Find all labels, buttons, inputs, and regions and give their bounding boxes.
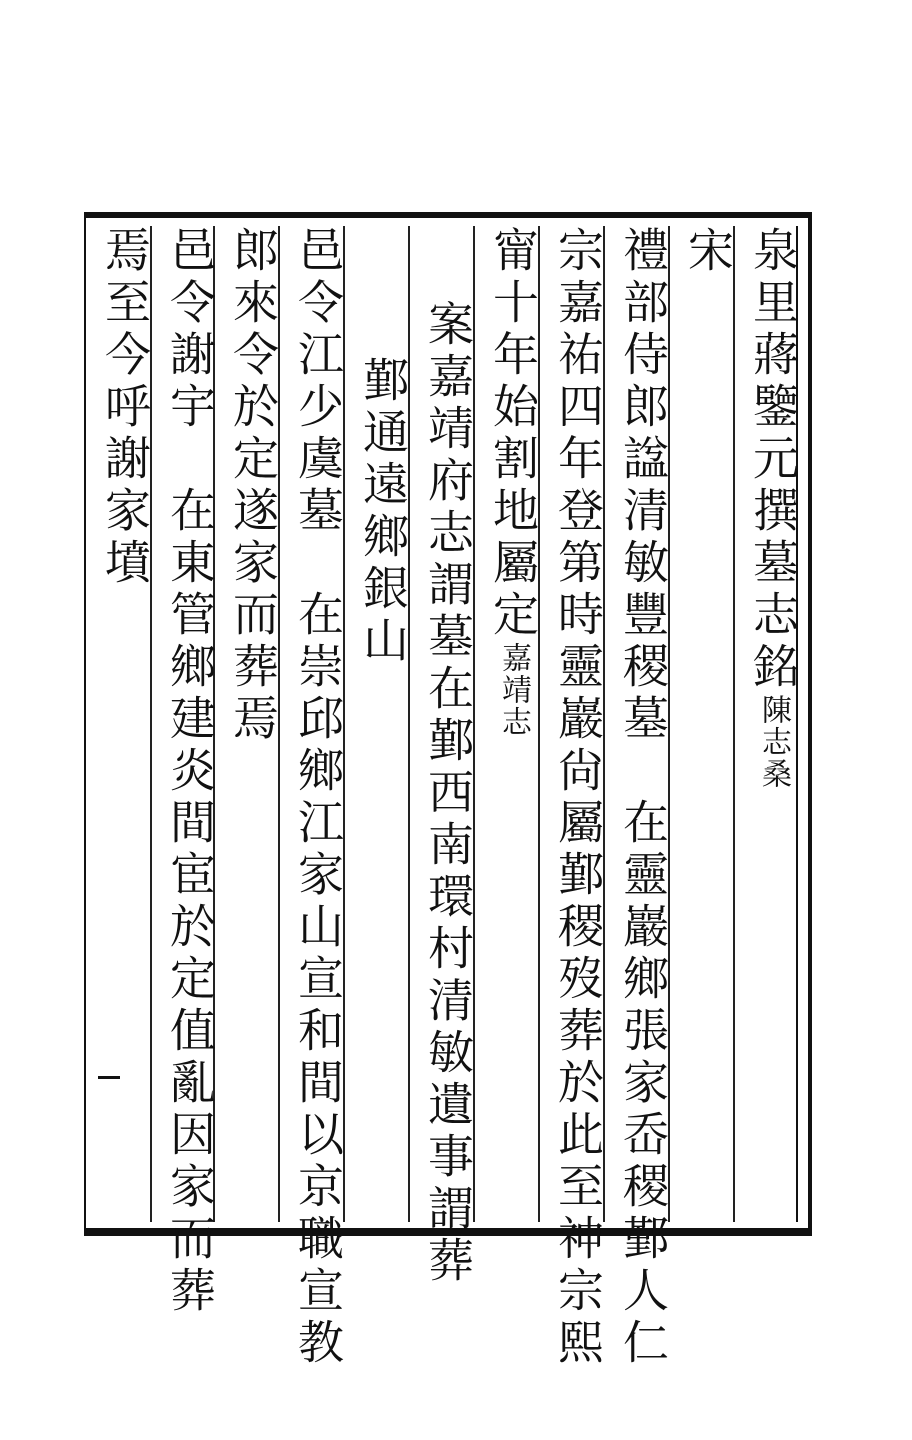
dynasty-heading: 宋 xyxy=(681,226,735,278)
title-note: 陳志桑 xyxy=(756,694,791,790)
column-text: 宗嘉祐四年登第時靈巖尙屬鄞稷歿葬於此至神宗熙 xyxy=(551,226,605,1370)
column-text: 禮部侍郎諡清敏豐稷墓 在靈巖鄉張家岙稷鄞人仁 xyxy=(616,226,670,1370)
column-text: 郎來令於定遂家而葬焉 xyxy=(226,226,280,746)
text-column xyxy=(352,356,414,668)
column-text: 案嘉靖府志謂墓在鄞西南環村清敏遺事謂葬 xyxy=(421,300,475,1288)
text-column xyxy=(482,226,544,738)
margin-mark xyxy=(98,1076,120,1079)
text-column xyxy=(94,226,156,590)
text-column-dynasty xyxy=(677,226,739,278)
text-column-title xyxy=(742,226,804,790)
column-note: 嘉靖志 xyxy=(496,642,531,738)
column-rule xyxy=(733,226,735,1222)
column-text: 邑令江少虞墓 在崇邱鄉江家山宣和間以京職宣教 xyxy=(291,226,345,1370)
title-text: 泉里蔣鑒元撰墓志銘 xyxy=(746,226,800,694)
text-column xyxy=(159,226,221,1318)
column-text: 焉至今呼謝家墳 xyxy=(98,226,152,590)
text-column xyxy=(547,226,609,1370)
column-text: 甯十年始割地屬定 xyxy=(486,226,540,642)
column-text: 邑令謝宇 在東管鄉建炎間宦於定值亂因家而葬 xyxy=(163,226,217,1318)
column-text: 鄞通遠鄉銀山 xyxy=(356,356,410,668)
text-column xyxy=(612,226,674,1370)
text-column xyxy=(222,226,284,746)
text-column xyxy=(287,226,349,1370)
text-column xyxy=(417,300,479,1288)
